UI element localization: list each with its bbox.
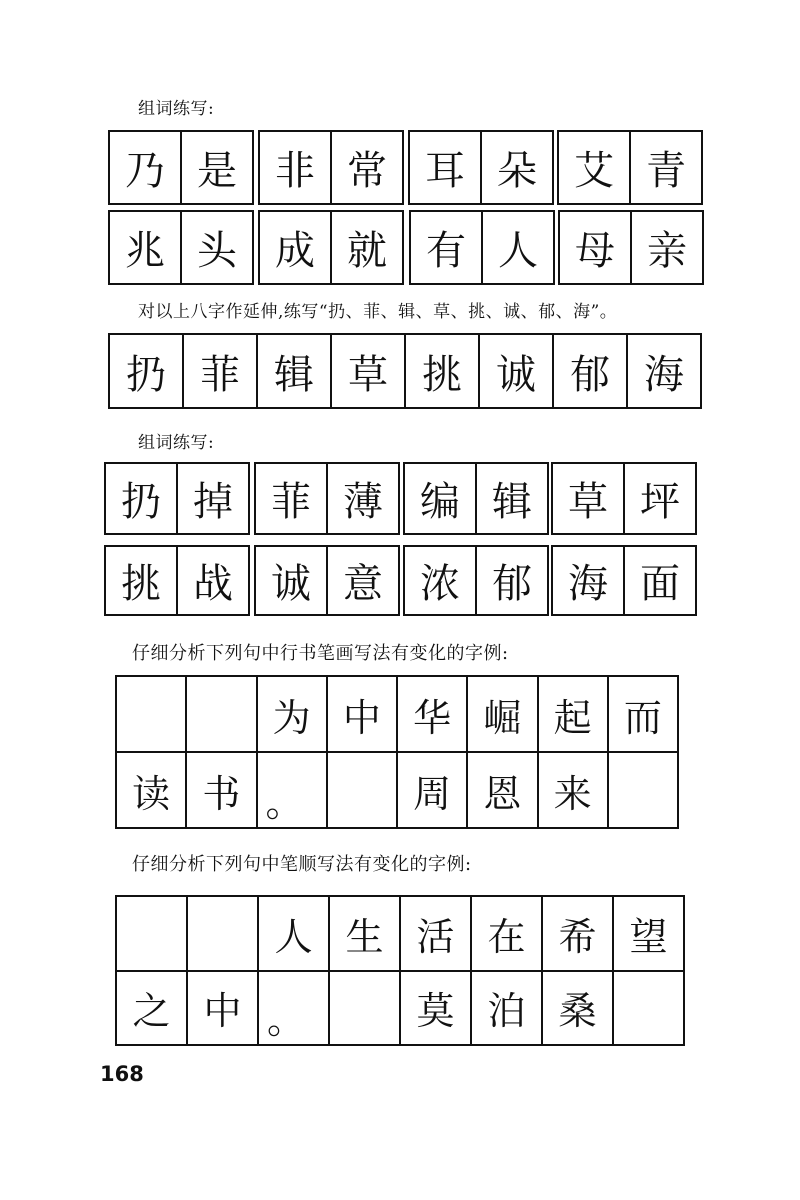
extension-char: 扔 — [126, 351, 166, 398]
word-char: 浓 — [420, 561, 460, 607]
order-grid — [115, 895, 685, 1046]
extension-char: 挑 — [404, 335, 478, 407]
extension-instruction: 对以上八字作延伸,练写“扔、菲、辑、草、挑、诚、郁、海”。 — [138, 302, 618, 322]
grid-cell: 。 — [257, 752, 327, 828]
extension-char: 辑 — [256, 335, 330, 407]
word-char: 朵 — [480, 132, 552, 203]
word-char: 艾 — [574, 148, 614, 194]
word-pair — [403, 545, 549, 616]
grid-row — [116, 971, 684, 1046]
extension-char: 郁 — [552, 335, 626, 407]
word-pair — [403, 462, 549, 535]
word-char: 就 — [330, 212, 402, 283]
page-number: 168 — [100, 1062, 144, 1086]
word-pair — [557, 130, 703, 205]
word-char: 坪 — [623, 464, 695, 533]
word-char: 成 — [275, 228, 315, 274]
extension-strip — [108, 333, 702, 409]
stroke-analysis-instruction: 仔细分析下列句中行书笔画写法有变化的字例: — [132, 643, 509, 664]
word-char: 郁 — [475, 547, 547, 614]
word-pair — [108, 210, 254, 285]
word-char: 亲 — [630, 212, 702, 283]
word-char: 青 — [629, 132, 701, 203]
grid-cell: 中 — [187, 971, 258, 1046]
word-char: 头 — [180, 212, 252, 283]
grid-cell: 读 — [116, 752, 186, 828]
grid-cell: 书 — [186, 752, 256, 828]
word-char: 乃 — [125, 148, 165, 194]
grid-cell: 莫 — [400, 971, 471, 1046]
word-char: 海 — [568, 561, 608, 607]
grid-cell: 来 — [538, 752, 608, 828]
grid-cell: 起 — [538, 676, 608, 752]
grid-cell: 望 — [613, 896, 684, 971]
grid-cell: 周 — [397, 752, 467, 828]
grid-cell: 生 — [329, 896, 400, 971]
word-pair — [258, 130, 404, 205]
grid-cell: 而 — [608, 676, 678, 752]
word-char: 编 — [420, 479, 460, 525]
word-pair — [558, 210, 704, 285]
word-practice-label: 组词练写: — [138, 99, 215, 119]
word-char: 非 — [275, 148, 315, 194]
word-char: 耳 — [425, 148, 465, 194]
extension-char: 菲 — [182, 335, 256, 407]
stroke-order-instruction: 仔细分析下列句中笔顺写法有变化的字例: — [132, 854, 472, 875]
grid-cell: 中 — [327, 676, 397, 752]
word-pair — [254, 462, 400, 535]
word-pair — [108, 130, 254, 205]
extension-char: 诚 — [478, 335, 552, 407]
grid-cell — [116, 676, 186, 752]
word-char: 面 — [623, 547, 695, 614]
grid-row — [116, 752, 678, 828]
word-char: 草 — [568, 479, 608, 525]
grid-cell — [608, 752, 678, 828]
word-pair — [258, 210, 404, 285]
word-char: 菲 — [271, 479, 311, 525]
word-char: 战 — [176, 547, 248, 614]
word-char: 人 — [481, 212, 553, 283]
grid-cell: 为 — [257, 676, 327, 752]
grid-cell: 在 — [471, 896, 542, 971]
extension-char: 草 — [330, 335, 404, 407]
grid-cell: 希 — [542, 896, 613, 971]
word-pair — [254, 545, 400, 616]
word-char: 掉 — [176, 464, 248, 533]
word-pair — [104, 545, 250, 616]
grid-cell: 崛 — [467, 676, 537, 752]
grid-cell: 华 — [397, 676, 467, 752]
word-char: 是 — [180, 132, 252, 203]
grid-cell: 之 — [116, 971, 187, 1046]
word-pair — [104, 462, 250, 535]
grid-cell — [329, 971, 400, 1046]
grid-cell: 活 — [400, 896, 471, 971]
grid-cell — [327, 752, 397, 828]
word-pair — [551, 545, 697, 616]
word-char: 挑 — [121, 561, 161, 607]
grid-cell: 。 — [258, 971, 329, 1046]
word-char: 常 — [330, 132, 402, 203]
grid-row — [116, 676, 678, 752]
grid-cell: 恩 — [467, 752, 537, 828]
grid-cell — [186, 676, 256, 752]
word-pair — [408, 130, 554, 205]
grid-cell: 桑 — [542, 971, 613, 1046]
word-practice-label: 组词练写: — [138, 433, 215, 453]
word-char: 兆 — [125, 228, 165, 274]
grid-cell — [116, 896, 187, 971]
grid-row — [116, 896, 684, 971]
grid-cell: 人 — [258, 896, 329, 971]
word-pair — [409, 210, 555, 285]
word-char: 有 — [426, 228, 466, 274]
extension-char: 海 — [626, 335, 700, 407]
word-char: 扔 — [121, 479, 161, 525]
stroke-grid — [115, 675, 679, 829]
word-char: 薄 — [326, 464, 398, 533]
word-char: 辑 — [475, 464, 547, 533]
word-char: 诚 — [271, 561, 311, 607]
grid-cell: 泊 — [471, 971, 542, 1046]
grid-cell — [187, 896, 258, 971]
word-char: 母 — [575, 228, 615, 274]
word-pair — [551, 462, 697, 535]
word-char: 意 — [326, 547, 398, 614]
grid-cell — [613, 971, 684, 1046]
